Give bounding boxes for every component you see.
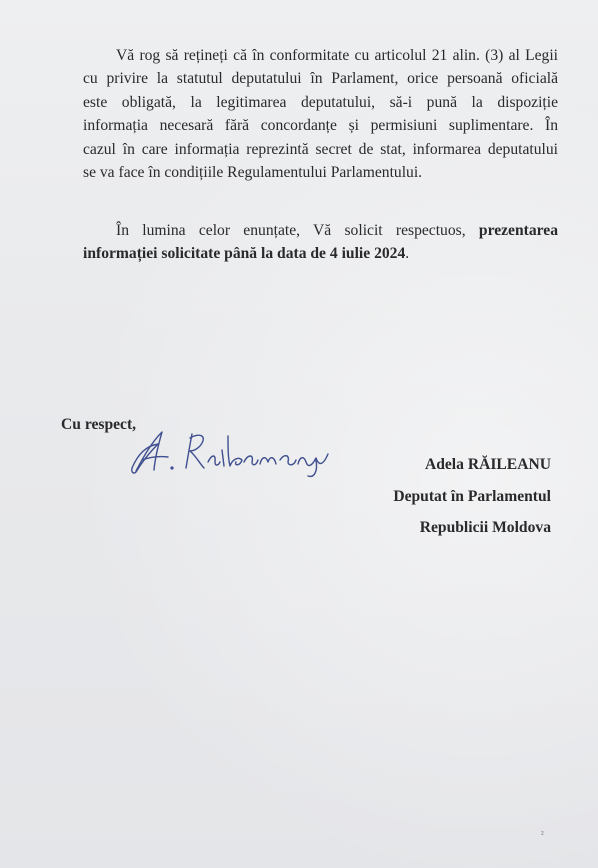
closing-salutation: Cu respect, — [61, 416, 137, 433]
paragraph-line: se va face în condițiile Regulamentului Parlamentului. — [83, 164, 423, 182]
paragraph-line — [83, 219, 558, 242]
page-corner-mark: ² — [541, 829, 544, 839]
paragraph-line: cazul în care informația reprezintă secret de stat, informarea deputatului — [83, 140, 558, 158]
handwritten-signature — [128, 424, 338, 480]
paragraph-line — [83, 242, 558, 265]
paragraph-line: cu privire la statutul deputatului în Parlament, orice persoană oficială — [83, 70, 558, 88]
paragraph-line: Vă rog să rețineți că în conformitate cu articolul 21 alin. (3) al Legii — [116, 47, 558, 64]
request-deadline-text: informației solicitate până la data de 4 iulie 2024 — [83, 245, 406, 263]
request-end-text: . — [405, 245, 410, 263]
signatory-name: Adela RĂILEANU — [424, 456, 551, 473]
signatory-block — [393, 449, 551, 544]
paragraph-request — [83, 219, 558, 266]
paragraph-line: este obligată, la legitimarea deputatului, să-i pună la dispoziție — [83, 93, 558, 111]
paragraph-legal-basis — [83, 44, 558, 184]
signatory-title: Republicii Moldova — [419, 519, 551, 536]
paragraph-line: informația necesară fără concordanțe și permisiuni suplimentare. În — [83, 117, 558, 135]
signatory-title: Deputat în Parlamentul — [393, 487, 551, 505]
request-text: În lumina celor enunțate, Vă solicit respectuos, — [116, 222, 479, 239]
request-bold-text: prezentarea — [478, 222, 558, 239]
